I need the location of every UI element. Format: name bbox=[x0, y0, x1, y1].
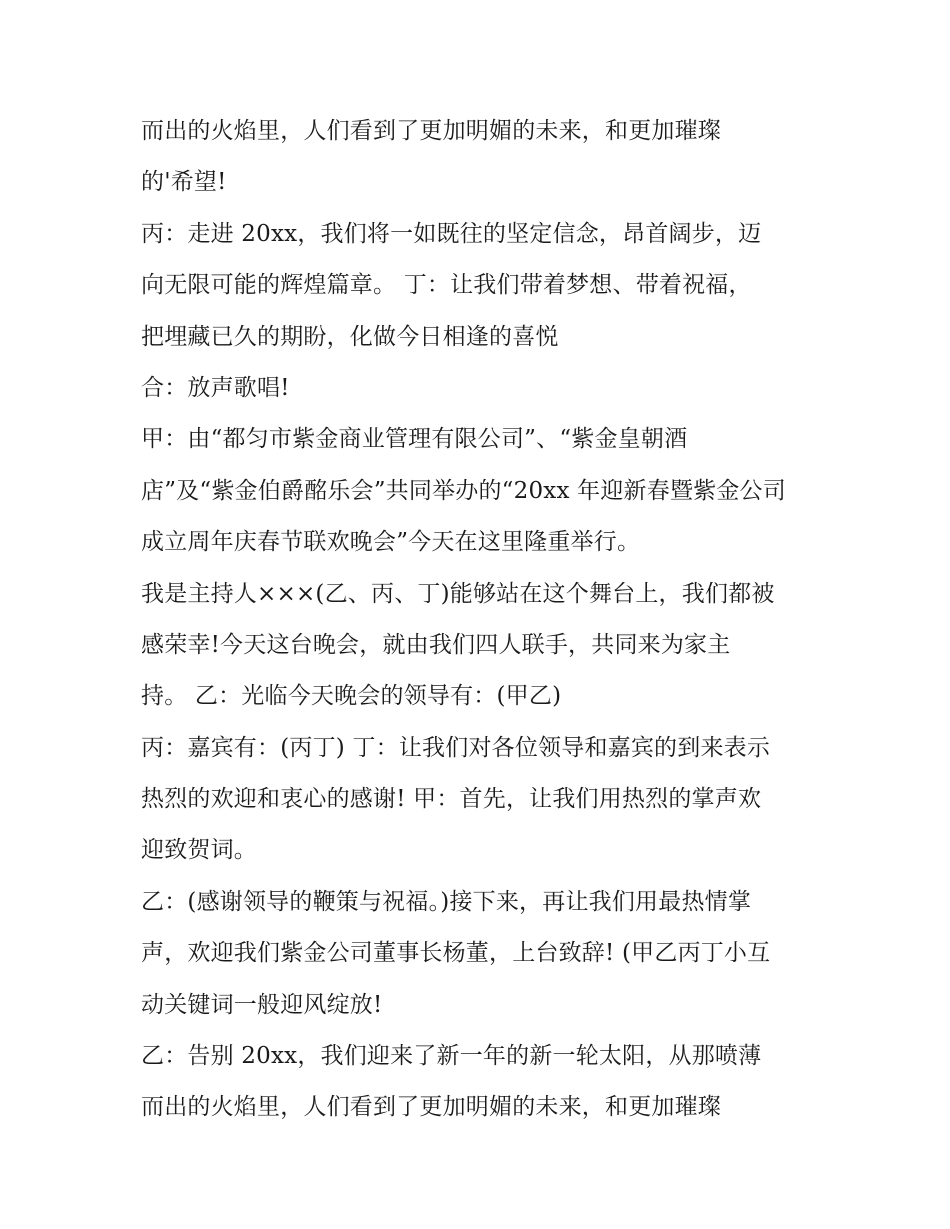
text-line: 持。 乙：光临今天晚会的领导有：(甲乙) bbox=[141, 683, 562, 710]
text-line: 向无限可能的辉煌篇章。 丁：让我们带着梦想、带着祝福， bbox=[141, 272, 752, 299]
text-line: 把埋藏已久的期盼，化做今日相逢的喜悦 bbox=[141, 323, 559, 350]
text-line: 感荣幸!今天这台晚会，就由我们四人联手，共同来为家主 bbox=[141, 631, 731, 658]
text-line: 乙：(感谢领导的鞭策与祝福。)接下来，再让我们用最热情掌 bbox=[141, 888, 752, 915]
text-line: 迎致贺词。 bbox=[141, 837, 257, 864]
text-line: 乙：告别 20xx，我们迎来了新一年的新一轮太阳，从那喷薄 bbox=[141, 1043, 762, 1070]
text-line: 动关键词一般迎风绽放! bbox=[141, 991, 383, 1018]
text-line: 合：放声歌唱! bbox=[141, 374, 290, 401]
text-line: 而出的火焰里，人们看到了更加明媚的未来，和更加璀璨 bbox=[141, 1094, 721, 1121]
document-body bbox=[141, 106, 831, 1134]
text-line: 成立周年庆春节联欢晚会”今天在这里隆重举行。 bbox=[141, 529, 641, 556]
text-line: 店”及“紫金伯爵酩乐会”共同举办的“20xx 年迎新春暨紫金公司 bbox=[141, 477, 786, 504]
text-line: 丙：嘉宾有：(丙丁) 丁：让我们对各位领导和嘉宾的到来表示 bbox=[141, 734, 771, 761]
text-line: 丙：走进 20xx，我们将一如既往的坚定信念，昂首阔步，迈 bbox=[141, 220, 762, 247]
text-line: 的'希望! bbox=[141, 169, 227, 196]
text-line: 甲：由“都匀市紫金商业管理有限公司”、“紫金皇朝酒 bbox=[141, 426, 688, 453]
text-line: 而出的火焰里，人们看到了更加明媚的未来，和更加璀璨 bbox=[141, 118, 721, 144]
text-line: 声，欢迎我们紫金公司董事长杨董，上台致辞! (甲乙丙丁小互 bbox=[141, 940, 771, 967]
text-line: 热烈的欢迎和衷心的感谢! 甲：首先，让我们用热烈的掌声欢 bbox=[141, 786, 762, 813]
text-line: 我是主持人×××(乙、丙、丁)能够站在这个舞台上，我们都被 bbox=[141, 580, 775, 607]
